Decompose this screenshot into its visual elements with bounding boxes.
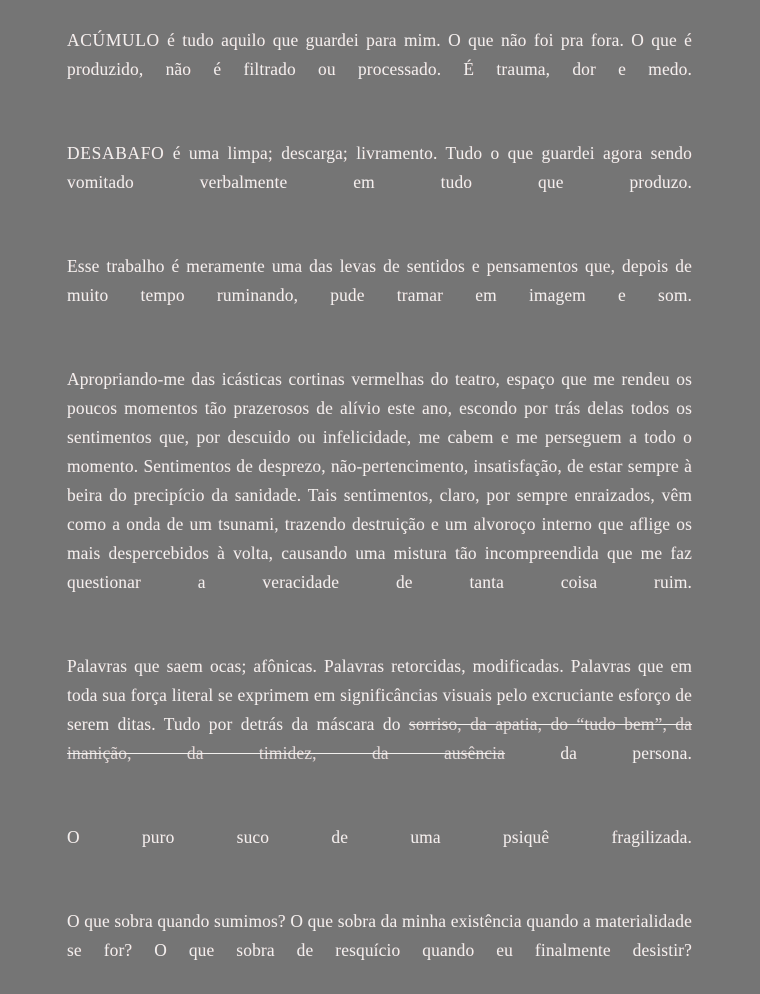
paragraph-psique: O puro suco de uma psiquê fragilizada. <box>67 827 692 847</box>
lead-word-desabafo: DESABAFO <box>67 143 165 163</box>
paragraph-cortinas: Apropriando-me das icásticas cortinas vermelhas do teatro, espaço que me rendeu os poucos momentos tão prazerosos de alívio este ano, escondo por trás delas todos os sentimentos que, por descuido ou infelicidade, me cabem e me perseguem a todo o momento. Sentimentos de desprezo, não-pertencimento, insatisfação, de estar sempre à beira do precipício da sanidade. Tais sentimentos, claro, por sempre enraizados, vêm como a onda de um tsunami, trazendo destruição e um alvoroço interno que aflige os mais despercebidos à volta, causando uma mistura tão incompreendida que me faz questionar a veracidade de tanta coisa ruim. <box>67 369 692 592</box>
lead-word-acumulo: ACÚMULO <box>67 30 160 50</box>
paragraph-desabafo <box>67 139 692 226</box>
paragraph-palavras <box>67 652 692 797</box>
paragraph-palavras-after: da persona. <box>505 743 692 763</box>
struck-text: sorriso, da apatia, do “tudo bem”, da inanição, da timidez, da ausência <box>67 714 693 763</box>
paragraph-sobra: O que sobra quando sumimos? O que sobra da minha existência quando a materialidade se for? O que sobra de resquício quando eu finalmente desistir? <box>67 911 692 960</box>
paragraph-acumulo-body: é tudo aquilo que guardei para mim. O que não foi pra fora. O que é produzido, não é filtrado ou processado. É trauma, dor e medo. <box>67 30 692 79</box>
paragraph-acumulo <box>67 26 692 113</box>
paragraph-palavras-before: Palavras que saem ocas; afônicas. Palavras retorcidas, modificadas. Palavras que em toda sua força literal se exprimem em significâncias visuais pelo excruciante esforço de serem ditas. Tudo por detrás da máscara do <box>67 656 692 734</box>
paragraph-trabalho: Esse trabalho é meramente uma das levas de sentidos e pensamentos que, depois de muito tempo ruminando, pude tramar em imagem e som. <box>67 256 692 305</box>
paragraph-desabafo-body: é uma limpa; descarga; livramento. Tudo o que guardei agora sendo vomitado verbalmente em tudo que produzo. <box>67 143 692 192</box>
